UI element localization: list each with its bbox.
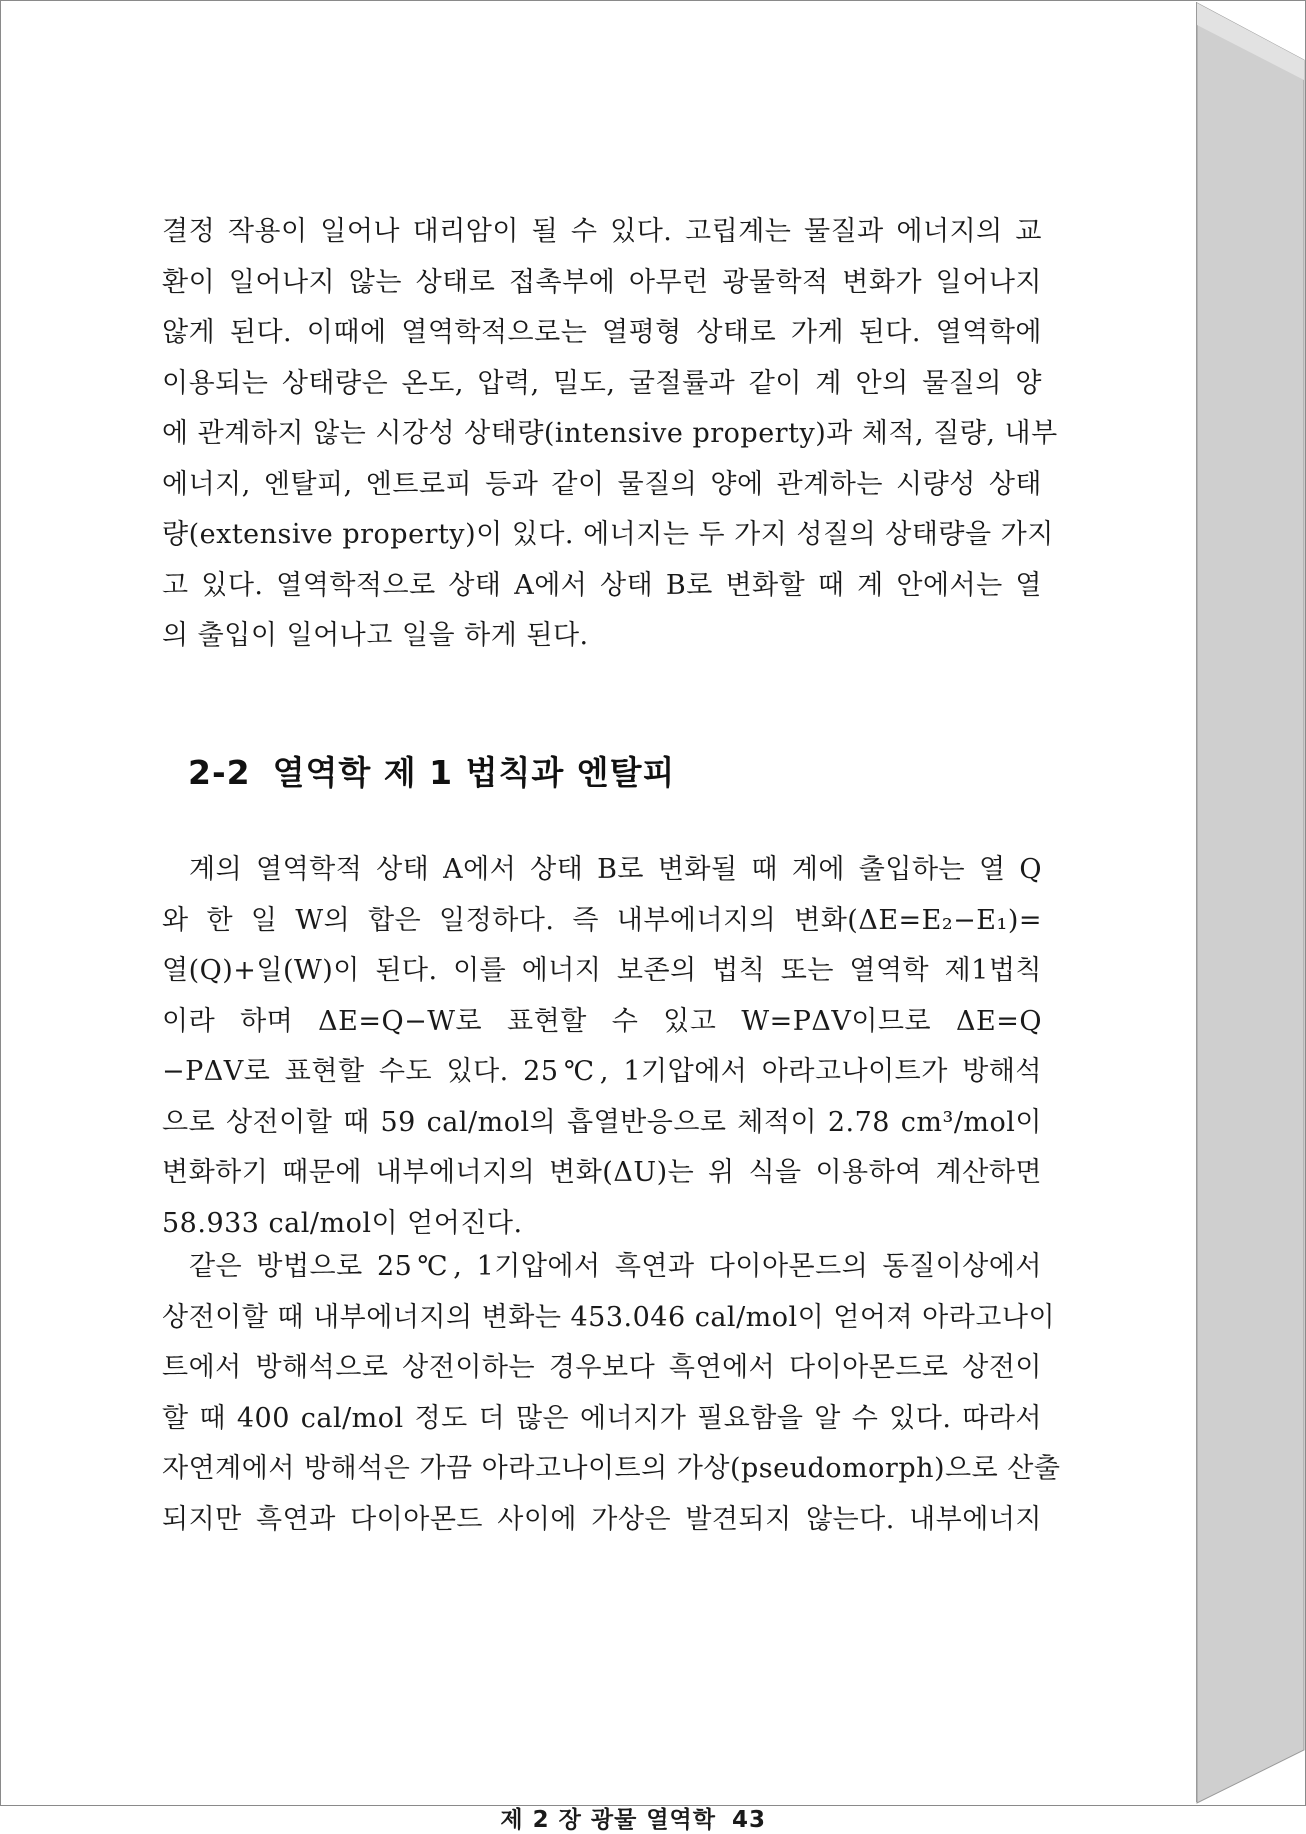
paragraph-1-line: 환이 일어나지 않는 상태로 접촉부에 아무런 광물학적 변화가 일어나지 — [162, 266, 1042, 298]
paragraph-3-line: 되지만 흑연과 다이아몬드 사이에 가상은 발견되지 않는다. 내부에너지 — [162, 1503, 1042, 1535]
paragraph-2 — [162, 845, 1042, 1249]
paragraph-3-line: 같은 방법으로 25℃, 1기압에서 흑연과 다이아몬드의 동질이상에서 — [189, 1251, 1042, 1282]
paragraph-2-line: 58.933 cal/mol이 얻어진다. — [162, 1207, 523, 1239]
paragraph-2-line: 변화하기 때문에 내부에너지의 변화(ΔU)는 위 식을 이용하여 계산하면 — [162, 1157, 1042, 1188]
page-number: 43 — [731, 1807, 766, 1833]
paragraph-1-line: 에 관계하지 않는 시강성 상태량(intensive property)과 체적, 질량, 내부 — [162, 418, 1058, 449]
paragraph-1-line: 결정 작용이 일어나 대리암이 될 수 있다. 고립계는 물질과 에너지의 교 — [162, 216, 1042, 247]
section-title: 열역학 제 1 법칙과 엔탈피 — [272, 753, 676, 792]
paragraph-3-line: 자연계에서 방해석은 가끔 아라고나이트의 가상(pseudomorph)으로 산출 — [162, 1453, 1061, 1484]
section-number: 2-2 — [188, 753, 251, 792]
paragraph-2-line: −PΔV로 표현할 수도 있다. 25℃, 1기압에서 아라고나이트가 방해석 — [162, 1056, 1042, 1087]
paragraph-3-line: 트에서 방해석으로 상전이하는 경우보다 흑연에서 다이아몬드로 상전이 — [162, 1352, 1042, 1383]
paragraph-1-line: 이용되는 상태량은 온도, 압력, 밀도, 굴절률과 같이 계 안의 물질의 양 — [162, 367, 1042, 399]
paragraph-1 — [162, 207, 1058, 662]
footer-chapter: 제 2 장 광물 열역학 — [500, 1807, 716, 1833]
section-heading — [188, 747, 675, 794]
paragraph-2-line: 이라 하며 ΔE=Q−W로 표현할 수 있고 W=PΔV이므로 ΔE=Q — [162, 1005, 1042, 1037]
paragraph-2-line: 으로 상전이할 때 59 cal/mol의 흡열반응으로 체적이 2.78 cm³/mol이 — [162, 1106, 1042, 1138]
paragraph-1-line: 고 있다. 열역학적으로 상태 A에서 상태 B로 변화할 때 계 안에서는 열 — [162, 569, 1042, 601]
document-page — [2, 2, 1197, 1833]
paragraph-2-line: 열(Q)+일(W)이 된다. 이를 에너지 보존의 법칙 또는 열역학 제1법칙 — [162, 955, 1042, 986]
paragraph-1-line: 량(extensive property)이 있다. 에너지는 두 가지 성질의 상태량을 가지 — [162, 519, 1054, 550]
paragraph-2-line: 와 한 일 W의 합은 일정하다. 즉 내부에너지의 변화(ΔE=E₂−E₁)= — [162, 904, 1042, 936]
paragraph-1-line: 않게 된다. 이때에 열역학적으로는 열평형 상태로 가게 된다. 열역학에 — [162, 317, 1042, 348]
paragraph-1-line: 에너지, 엔탈피, 엔트로피 등과 같이 물질의 양에 관계하는 시량성 상태 — [162, 468, 1042, 500]
paragraph-3 — [162, 1242, 1061, 1545]
paragraph-3-line: 상전이할 때 내부에너지의 변화는 453.046 cal/mol이 얻어져 아라고나이 — [162, 1301, 1056, 1333]
paragraph-2-line: 계의 열역학적 상태 A에서 상태 B로 변화될 때 계에 출입하는 열 Q — [189, 854, 1042, 885]
paragraph-1-line: 의 출입이 일어나고 일을 하게 된다. — [162, 620, 589, 651]
paragraph-3-line: 할 때 400 cal/mol 정도 더 많은 에너지가 필요함을 알 수 있다. 따라서 — [162, 1402, 1042, 1434]
